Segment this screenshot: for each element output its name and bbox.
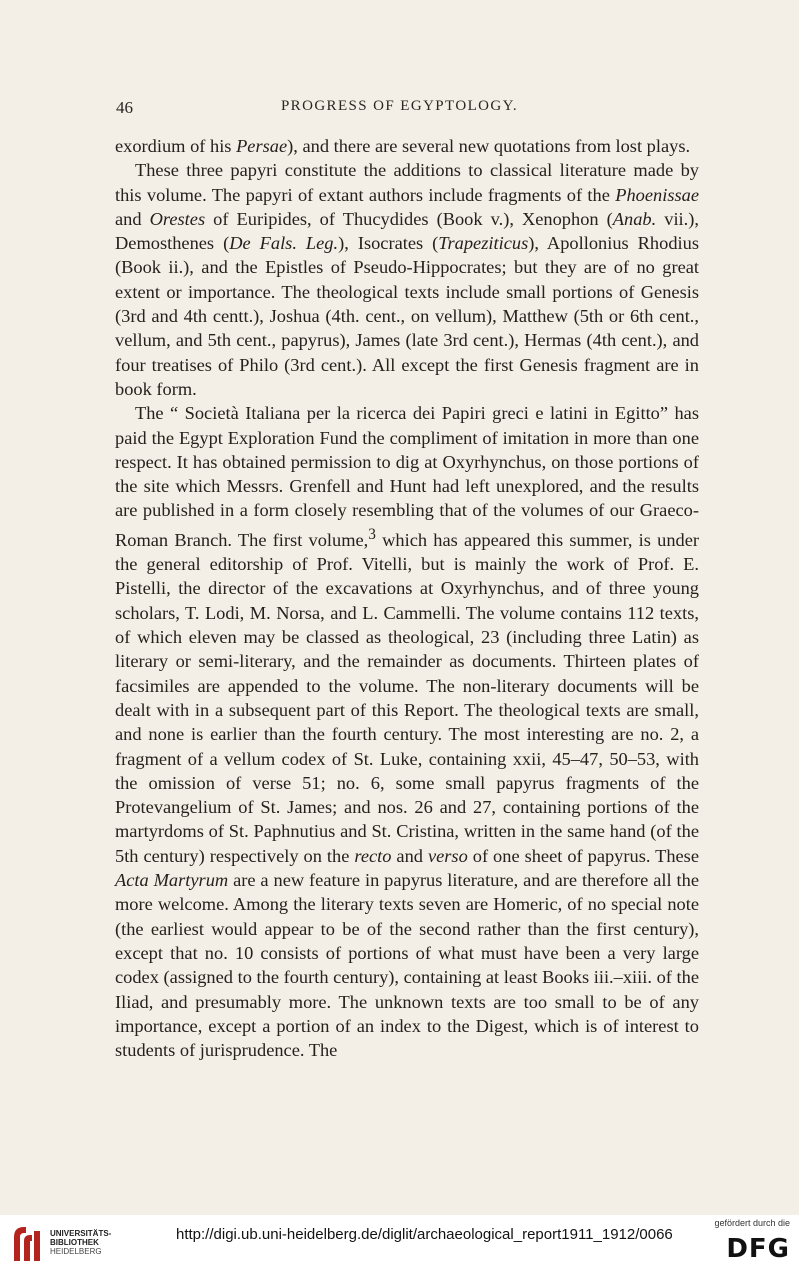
page-number: 46 [116,98,133,117]
permalink-url[interactable]: http://digi.ub.uni-heidelberg.de/diglit/archaeological_report1911_1912/0066 [176,1226,673,1243]
library-name-line3: HEIDELBERG [50,1247,102,1256]
university-library-logo[interactable] [10,1223,150,1263]
library-name-line1: UNIVERSITÄTS- [50,1229,112,1238]
running-head [0,98,799,120]
library-emblem-icon [10,1223,46,1263]
paragraph: These three papyri constitute the additions to classical literature made by this volume. The papyri of extant authors include fragments of the Phoenissae and Orestes of Euripides, of Thucydides (Book v.), Xenophon (Anab. vii.), Demosthenes (De Fals. Leg.), Isocrates (Trapeziticus), Apollonius Rhodius (Book ii.), and the Epistles of Pseudo-Hippocrates; but they are of no great extent or importance. The theological texts include small portions of Genesis (3rd and 4th centt.), Joshua (4th. cent., on vellum), Matthew (5th or 6th cent., vellum, and 5th cent., papyrus), James (late 3rd cent.), Hermas (4th cent.), and four treatises of Philo (3rd cent.). All except the first Genesis fragment are in book form. [115,160,699,399]
paragraph: exordium of his Persae), and there are several new quotations from lost plays. [115,136,691,156]
paragraph: The “ Società Italiana per la ricerca dei Papiri greci e latini in Egitto” has paid the Egypt Exploration Fund the compliment of imitation in more than one respect. It has obtained permission to dig at Oxyrhynchus, on those portions of the site which Messrs. Grenfell and Hunt had left unexplored, and the results are published in a form closely resembling that of the volumes of our Graeco-Roman Branch. The first volume,$^3$ which has appeared this summer, is under the general editorship of Prof. Vitelli, but is mainly the work of Prof. E. Pistelli, the director of the excavations at Oxyrhynchus, and of three young scholars, T. Lodi, M. Norsa, and L. Cammelli. The volume contains 112 texts, of which eleven may be classed as theological, 23 (including three Latin) as literary or semi-literary, and the remainder as documents. Thirteen plates of facsimiles are appended to the volume. The non-literary documents will be dealt with in a subsequent part of this Report. The theological texts are small, and none is earlier than the fourth century. The most interesting are no. 2, a fragment of a vellum codex of St. Luke, containing xxii, 45–47, 50–53, with the omission of verse 51; no. 6, some small papyrus fragments of the Protevangelium of St. James; and nos. 26 and 27, containing portions of the martyrdoms of St. Paphnutius and St. Cristina, written in the same hand (of the 5th century) respectively on the recto and verso of one sheet of papyrus. These Acta Martyrum are a new feature in papyrus literature, and are therefore all the more welcome. Among the literary texts seven are Homeric, of no special note (the earliest would appear to be of the second rather than the first century), except that no. 10 consists of portions of what must have been a very large codex (assigned to the fourth century), containing at least Books iii.–xiii. of the Iliad, and presumably more. The unknown texts are too small to be of any importance, except a portion of an index to the Digest, which is of interest to students of jurisprudence. The [115,403,700,1061]
library-name [50,1229,111,1256]
dfg-wordmark: DFG [726,1234,790,1264]
funder-note: gefördert durch die [714,1218,790,1228]
library-name-line2: BIBLIOTHEK [50,1238,99,1247]
running-title: PROGRESS OF EGYPTOLOGY. [280,98,519,114]
dfg-logo[interactable] [704,1218,794,1266]
body-text [115,134,699,1062]
viewer-footer [0,1215,799,1269]
